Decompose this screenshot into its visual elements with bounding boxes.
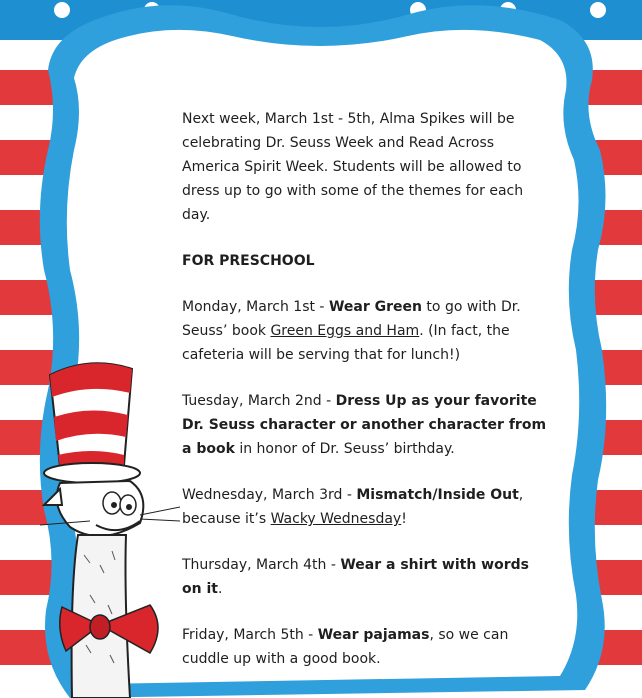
thursday-theme: Wear a shirt with words on it: [182, 557, 529, 597]
section-heading: [182, 249, 552, 273]
flyer-text: [182, 107, 552, 671]
intro-paragraph: Next week, March 1st - 5th, Alma Spikes will be celebrating Dr. Seuss Week and Read Across America Spirit Week. Students will be allowed to dress up to go with some of the themes for each day.: [182, 111, 524, 223]
tuesday-suffix: in honor of Dr. Seuss’ birthday.: [234, 441, 455, 457]
tuesday-prefix: Tuesday, March 2nd -: [182, 393, 336, 409]
thursday-prefix: Thursday, March 4th -: [182, 557, 341, 573]
wednesday-mid: , because it’s: [182, 487, 524, 527]
cat-in-the-hat-illustration: [0, 355, 180, 698]
thursday-suffix: .: [217, 581, 223, 597]
monday-prefix: Monday, March 1st -: [182, 299, 329, 315]
monday-mid: to go with Dr. Seuss’ book: [182, 299, 521, 339]
wednesday-item: [182, 483, 552, 531]
wednesday-theme: Mismatch/Inside Out: [356, 487, 519, 503]
monday-book: Green Eggs and Ham: [270, 323, 420, 339]
striped-hat: [44, 363, 140, 483]
friday-prefix: Friday, March 5th -: [182, 627, 318, 643]
monday-theme: Wear Green: [328, 299, 422, 315]
wednesday-prefix: Wednesday, March 3rd -: [182, 487, 357, 503]
monday-item: [182, 295, 552, 367]
thursday-item: [182, 553, 552, 601]
tuesday-theme: Dress Up as your favorite Dr. Seuss character or another character from a book: [182, 393, 547, 457]
tuesday-item: [182, 389, 552, 461]
heading-text: FOR PRESCHOOL: [182, 253, 315, 269]
wednesday-suffix: !: [401, 511, 407, 527]
friday-suffix: , so we can cuddle up with a good book.: [182, 627, 509, 667]
monday-suffix: . (In fact, the cafeteria will be serving that for lunch!): [182, 323, 510, 363]
friday-theme: Wear pajamas: [317, 627, 430, 643]
friday-item: [182, 623, 552, 671]
cat-head: [40, 481, 180, 536]
wednesday-book: Wacky Wednesday: [270, 511, 402, 527]
